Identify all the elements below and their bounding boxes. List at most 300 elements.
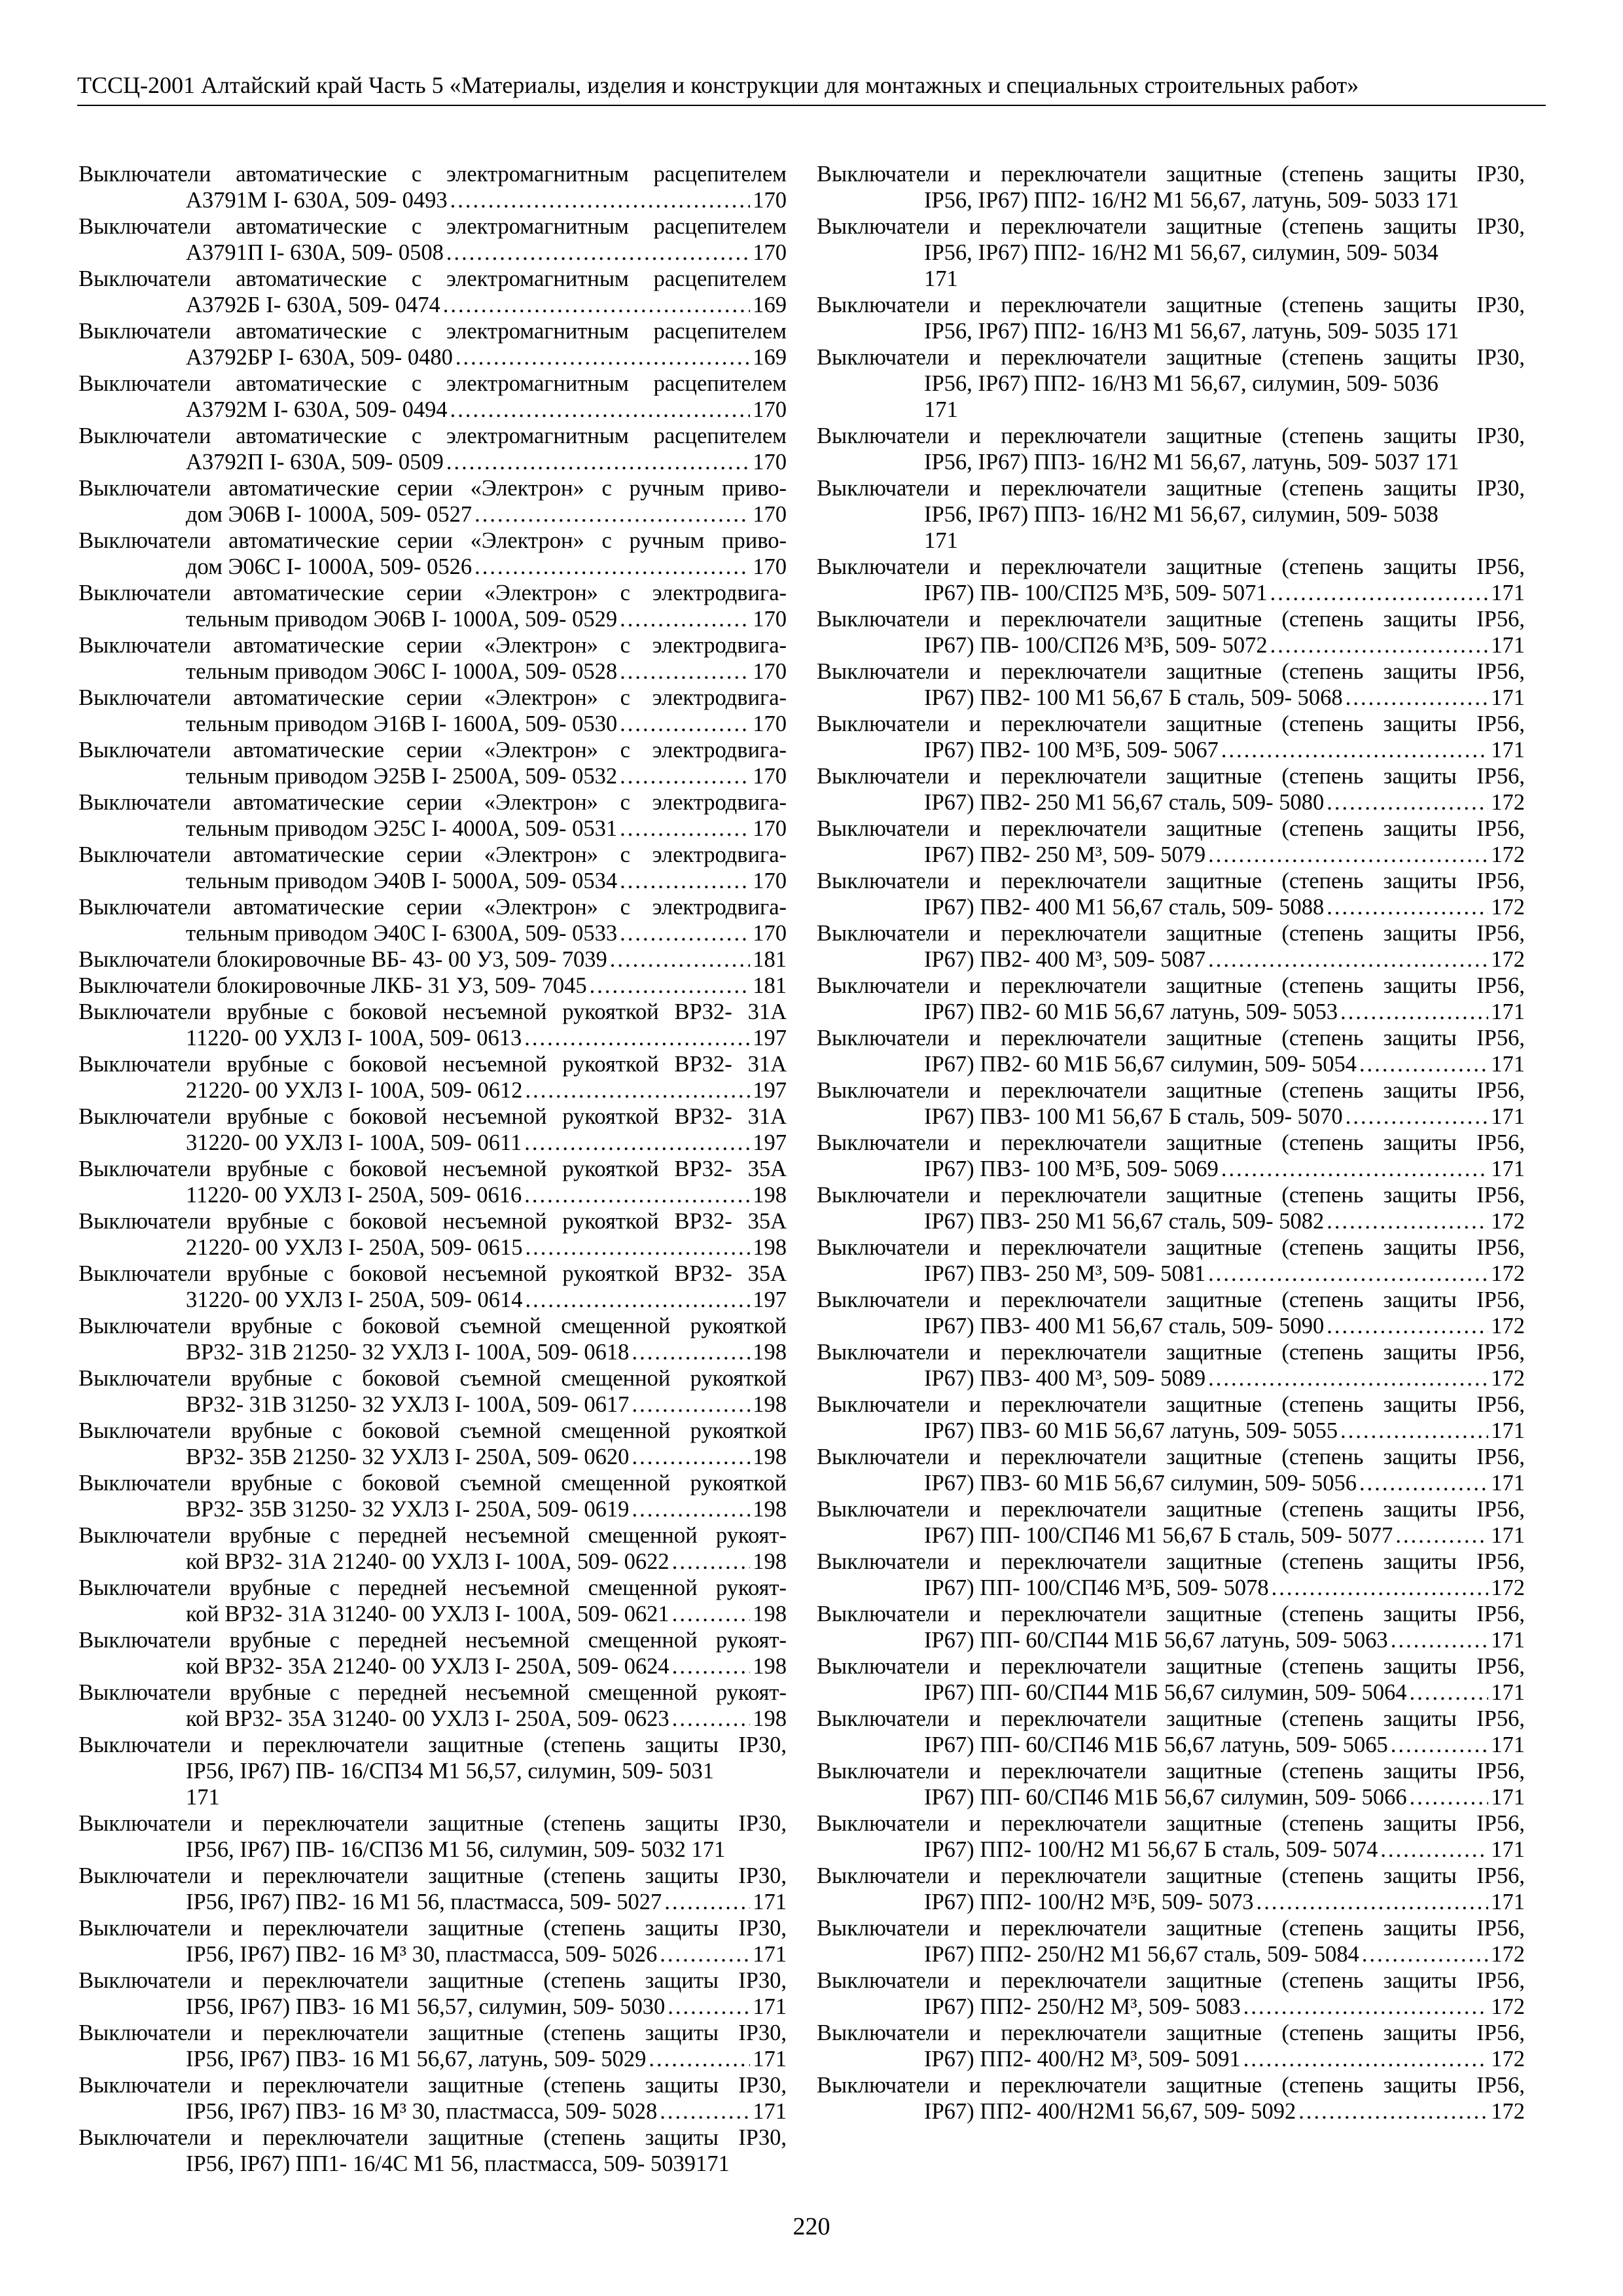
entry-text: кой ВР32- 35А 31240- 00 УХЛ3 I- 250А, 509- 0623 [186, 1706, 669, 1731]
entry-first-line: Выключатели и переключатели защитные (степень защиты IP56, [817, 1759, 1525, 1784]
index-entry [79, 2125, 787, 2177]
header-rule [77, 105, 1546, 106]
index-entry [79, 528, 787, 580]
entry-first-line: Выключатели врубные с боковой несъемной рукояткой ВР32- 31А [79, 1104, 787, 1129]
entry-page-ref: 171 [1491, 1680, 1525, 1705]
entry-first-line: Выключатели врубные с боковой несъемной рукояткой ВР32- 35А [79, 1209, 787, 1234]
entry-first-line: Выключатели и переключатели защитные (степень защиты IP30, [79, 2125, 787, 2150]
dot-leader [1221, 1156, 1488, 1182]
index-entry [817, 1758, 1525, 1810]
entry-text: кой ВР32- 31А 21240- 00 УХЛ3 I- 100А, 509- 0622 [186, 1549, 669, 1574]
entry-second-line [79, 1287, 787, 1313]
entry-page-ref: 169 [753, 345, 787, 370]
entry-text: IP56, IP67) ПП2- 16/Н2 М1 56,67, латунь, 509- 5033 171 [924, 188, 1459, 213]
index-entry [817, 1077, 1525, 1130]
entry-page-ref: 172 [1491, 790, 1525, 815]
dot-leader [1208, 842, 1488, 868]
entry-second-line [817, 318, 1525, 344]
entry-text: ВР32- 31В 21250- 32 УХЛ3 I- 100А, 509- 0618 [186, 1340, 630, 1365]
entry-page-ref: 198 [753, 1392, 787, 1417]
entry-text: IP67) ПП- 60/СП46 М1Б 56,67 латунь, 509- 5065 [924, 1732, 1388, 1757]
entry-page-ref: 171 [1491, 1104, 1525, 1129]
entry-first-line: Выключатели и переключатели защитные (степень защиты IP56, [817, 1549, 1525, 1574]
entry-second-line [817, 1889, 1525, 1915]
entry-page-ref: 170 [753, 554, 787, 579]
dot-leader [1380, 1837, 1488, 1863]
entry-page-ref: 171 [1491, 1628, 1525, 1653]
entry-second-line [79, 606, 787, 632]
dot-leader [620, 920, 750, 946]
entry-second-line [817, 1941, 1525, 1967]
entry-text: кой ВР32- 31А 31240- 00 УХЛ3 I- 100А, 509- 0621 [186, 1602, 669, 1626]
entry-first-line: Выключатели врубные с боковой несъемной рукояткой ВР32- 35А [79, 1157, 787, 1181]
index-entry [79, 1627, 787, 1679]
dot-leader [1270, 580, 1489, 606]
index-entry [79, 894, 787, 946]
entry-page-ref: 181 [753, 973, 787, 998]
entry-first-line: Выключатели и переключатели защитные (степень защиты IP30, [79, 1732, 787, 1757]
index-column-right [817, 161, 1525, 2125]
entry-first-line: Выключатели врубные с боковой съемной смещенной рукояткой [79, 1314, 787, 1338]
index-entry [79, 1261, 787, 1313]
dot-leader [1410, 1679, 1489, 1706]
index-entry [817, 344, 1525, 423]
entry-page-ref: 170 [753, 450, 787, 475]
entry-page-ref: 171 [924, 266, 958, 291]
entry-second-line [79, 763, 787, 789]
entry-first-line: Выключатели и переключатели защитные (степень защиты IP56, [817, 1235, 1525, 1260]
entry-text: 31220- 00 УХЛ3 I- 250А, 509- 0614 [186, 1287, 523, 1312]
entry-page-ref: 171 [924, 397, 958, 422]
entry-page-ref: 170 [753, 816, 787, 841]
entry-page-ref: 172 [1491, 895, 1525, 920]
index-entry [79, 842, 787, 894]
entry-first-line: Выключатели и переключатели защитные (степень защиты IP56, [817, 1340, 1525, 1365]
dot-leader [1340, 999, 1488, 1025]
dot-leader [672, 1601, 751, 1627]
index-entry [817, 213, 1525, 292]
entry-page-ref: 171 [1491, 1157, 1525, 1181]
dot-leader [450, 397, 751, 423]
entry-second-line [79, 1758, 787, 1784]
entry-second-line [817, 737, 1525, 763]
entry-first-line: Выключатели и переключатели защитные (степень защиты IP56, [817, 1130, 1525, 1155]
page-number: 220 [793, 2213, 830, 2240]
entry-first-line: Выключатели и переключатели защитные (степень защиты IP56, [817, 1654, 1525, 1679]
entry-second-line [817, 370, 1525, 397]
entry-text: IP67) ПВ2- 60 М1Б 56,67 силумин, 509- 5054 [924, 1052, 1357, 1077]
entry-second-line [79, 1549, 787, 1575]
entry-first-line: Выключатели и переключатели защитные (степень защиты IP30, [817, 345, 1525, 370]
entry-first-line: Выключатели автоматические серии «Электрон» с ручным приво- [79, 528, 787, 553]
entry-text: IP67) ПВ3- 60 М1Б 56,67 латунь, 509- 5055 [924, 1418, 1338, 1443]
entry-text: IP67) ПВ- 100/СП25 М³Б, 509- 5071 [924, 581, 1268, 605]
entry-second-line [817, 1679, 1525, 1706]
entry-second-line [79, 1496, 787, 1522]
entry-second-line [79, 187, 787, 213]
entry-page-ref: 171 [1491, 1837, 1525, 1862]
entry-first-line: Выключатели и переключатели защитные (степень защиты IP56, [817, 1287, 1525, 1312]
entry-line [79, 946, 787, 973]
entry-first-line: Выключатели и переключатели защитные (степень защиты IP56, [817, 659, 1525, 684]
entry-first-line: Выключатели и переключатели защитные (степень защиты IP56, [817, 764, 1525, 789]
dot-leader [672, 1549, 751, 1575]
dot-leader [1327, 894, 1488, 920]
dot-leader [446, 449, 750, 475]
entry-page-ref: 198 [753, 1654, 787, 1679]
entry-page-ref: 197 [753, 1078, 787, 1103]
entry-second-line [79, 920, 787, 946]
entry-first-line: Выключатели и переключатели защитные (степень защиты IP30, [817, 293, 1525, 317]
dot-leader [1298, 2098, 1488, 2125]
entry-first-line: Выключатели автоматические серии «Электрон» с электродвига- [79, 842, 787, 867]
entry-second-line [817, 1051, 1525, 1077]
entry-page-ref: 170 [753, 869, 787, 893]
dot-leader [649, 2046, 750, 2072]
dot-leader [526, 1077, 751, 1103]
index-entry [817, 1549, 1525, 1601]
entry-first-line: Выключатели автоматические серии «Электрон» с электродвига- [79, 633, 787, 658]
entry-first-line: Выключатели и переключатели защитные (степень защиты IP56, [817, 1602, 1525, 1626]
entry-page-ref: 171 [1491, 633, 1525, 658]
entry-text: ВР32- 31В 31250- 32 УХЛ3 I- 100А, 509- 0617 [186, 1392, 630, 1417]
entry-text: IP56, IP67) ПП3- 16/Н2 М1 56,67, латунь, 509- 5037 171 [924, 450, 1459, 475]
index-entry [817, 1444, 1525, 1496]
entry-text: IP67) ПВ2- 100 М³Б, 509- 5067 [924, 738, 1219, 762]
running-header: ТССЦ-2001 Алтайский край Часть 5 «Материалы, изделия и конструкции для монтажных и специальных строительных работ» [77, 72, 1359, 98]
index-entry [79, 789, 787, 842]
entry-line [79, 973, 787, 999]
entry-page-ref: 171 [1491, 581, 1525, 605]
index-entry [817, 554, 1525, 606]
entry-text: 21220- 00 УХЛ3 I- 250А, 509- 0615 [186, 1235, 523, 1260]
entry-first-line: Выключатели и переключатели защитные (степень защиты IP56, [817, 1497, 1525, 1522]
entry-page-ref: 171 [753, 1994, 787, 2019]
entry-second-line [79, 449, 787, 475]
entry-page-ref: 181 [753, 947, 787, 972]
entry-first-line: Выключатели и переключатели защитные (степень защиты IP56, [817, 1916, 1525, 1941]
index-entry [79, 475, 787, 528]
entry-page-ref: 171 [1491, 1052, 1525, 1077]
entry-page-ref: 171 [1491, 738, 1525, 762]
entry-text: IP67) ПП2- 400/Н2М1 56,67, 509- 5092 [924, 2099, 1296, 2124]
entry-page-ref: 198 [753, 1340, 787, 1365]
entry-second-line [79, 1182, 787, 1208]
entry-first-line: Выключатели автоматические серии «Электрон» с электродвига- [79, 895, 787, 920]
entry-second-line [79, 397, 787, 423]
entry-page-ref: 170 [753, 711, 787, 736]
entry-text: IP67) ПП2- 100/Н2 М1 56,67 Б сталь, 509- 5074 [924, 1837, 1378, 1862]
entry-text: IP67) ПП- 60/СП44 М1Б 56,67 силумин, 509- 5064 [924, 1680, 1407, 1705]
index-entry [79, 1967, 787, 2020]
entry-second-line [817, 1208, 1525, 1234]
dot-leader [455, 344, 750, 370]
entry-first-line: Выключатели и переключатели защитные (степень защиты IP30, [817, 423, 1525, 448]
dot-leader [620, 711, 750, 737]
entry-page-ref: 198 [753, 1235, 787, 1260]
entry-page-ref: 197 [753, 1287, 787, 1312]
entry-text: IP56, IP67) ПВ- 16/СП34 М1 56,57, силумин, 509- 5031 [186, 1759, 714, 1784]
entry-second-line [79, 1994, 787, 2020]
index-entry [79, 1863, 787, 1915]
entry-page-ref: 170 [753, 921, 787, 946]
entry-first-line: Выключатели врубные с боковой съемной смещенной рукояткой [79, 1471, 787, 1496]
entry-text: А3791М I- 630А, 509- 0493 [186, 188, 448, 213]
entry-second-line [79, 1234, 787, 1261]
entry-text: А3792П I- 630А, 509- 0509 [186, 450, 444, 475]
dot-leader [1391, 1732, 1488, 1758]
entry-page-ref: 171 [1491, 685, 1525, 710]
entry-text: Выключатели блокировочные ЛКБ- 31 У3, 509- 7045 [79, 973, 587, 998]
entry-second-line [79, 1444, 787, 1470]
index-entry [817, 292, 1525, 344]
entry-text: А3791П I- 630А, 509- 0508 [186, 240, 444, 265]
entry-text: IP56, IP67) ПВ3- 16 М1 56,57, силумин, 509- 5030 [186, 1994, 666, 2019]
entry-page-ref: 172 [1491, 1942, 1525, 1967]
index-entry [817, 1653, 1525, 1706]
index-entry [817, 1130, 1525, 1182]
entry-second-line [79, 2098, 787, 2125]
index-entry [817, 1287, 1525, 1339]
entry-page-ref: 198 [753, 1497, 787, 1522]
entry-page-ref: 172 [1491, 1314, 1525, 1338]
dot-leader [660, 2098, 750, 2125]
entry-first-line: Выключатели автоматические с электромагнитным расцепителем [79, 319, 787, 344]
dot-leader [1391, 1627, 1488, 1653]
entry-text: ВР32- 35В 31250- 32 УХЛ3 I- 250А, 509- 0619 [186, 1497, 630, 1522]
entry-text: дом Э06В I- 1000А, 509- 0527 [186, 502, 473, 527]
entry-first-line: Выключатели и переключатели защитные (степень защиты IP56, [817, 973, 1525, 998]
entry-second-line [79, 1025, 787, 1051]
dot-leader [1327, 789, 1488, 816]
entry-page-ref: 197 [753, 1026, 787, 1050]
entry-second-line [79, 868, 787, 894]
index-entry [79, 1365, 787, 1418]
index-entry [79, 213, 787, 266]
entry-second-line [817, 1156, 1525, 1182]
dot-leader [474, 554, 750, 580]
entry-first-line: Выключатели и переключатели защитные (степень защиты IP30, [79, 1916, 787, 1941]
entry-text: IP67) ПВ3- 100 М1 56,67 Б сталь, 509- 5070 [924, 1104, 1343, 1129]
entry-second-line [817, 1732, 1525, 1758]
index-entry [79, 1679, 787, 1732]
entry-first-line: Выключатели и переключатели защитные (степень защиты IP56, [817, 1444, 1525, 1469]
dot-leader [620, 868, 750, 894]
entry-text: 11220- 00 УХЛ3 I- 100А, 509- 0613 [186, 1026, 522, 1050]
entry-page-ref: 171 [753, 1890, 787, 1914]
entry-text: IP56, IP67) ПВ3- 16 М1 56,67, латунь, 509- 5029 [186, 2047, 647, 2072]
entry-first-line: Выключатели и переключатели защитные (степень защиты IP56, [817, 1811, 1525, 1836]
entry-text: дом Э06С I- 1000А, 509- 0526 [186, 554, 473, 579]
dot-leader [632, 1444, 750, 1470]
entry-second-line [817, 685, 1525, 711]
entry-text: IP67) ПВ3- 60 М1Б 56,67 силумин, 509- 5056 [924, 1471, 1357, 1496]
entry-first-line: Выключатели автоматические серии «Электрон» с ручным приво- [79, 476, 787, 501]
index-entry [817, 606, 1525, 658]
entry-second-line [79, 240, 787, 266]
entry-page-ref: 170 [753, 397, 787, 422]
index-entry [79, 1575, 787, 1627]
entry-first-line: Выключатели автоматические серии «Электрон» с электродвига- [79, 738, 787, 762]
entry-second-line [817, 789, 1525, 816]
entry-first-line: Выключатели и переключатели защитные (степень защиты IP56, [817, 1078, 1525, 1103]
entry-page-ref: 172 [1491, 1366, 1525, 1391]
dot-leader [620, 763, 750, 789]
entry-text: IP56, IP67) ПВ2- 16 М³ 30, пластмасса, 509- 5026 [186, 1942, 658, 1967]
entry-page-ref: 172 [1491, 1575, 1525, 1600]
index-entry [79, 1208, 787, 1261]
entry-first-line: Выключатели и переключатели защитные (степень защиты IP56, [817, 1706, 1525, 1731]
entry-second-line [817, 501, 1525, 528]
entry-second-line [817, 2046, 1525, 2072]
index-entry [79, 1522, 787, 1575]
entry-text: IP67) ПП- 60/СП46 М1Б 56,67 силумин, 509- 5066 [924, 1785, 1407, 1810]
entry-first-line: Выключатели автоматические серии «Электрон» с электродвига- [79, 581, 787, 605]
index-entry [79, 1103, 787, 1156]
entry-text: IP67) ПВ3- 400 М1 56,67 сталь, 509- 5090 [924, 1314, 1325, 1338]
entry-page-ref: 170 [753, 188, 787, 213]
entry-second-line [817, 842, 1525, 868]
entry-text: тельным приводом Э25С I- 4000А, 509- 0531 [186, 816, 618, 841]
entry-text: тельным приводом Э40С I- 6300А, 509- 0533 [186, 921, 618, 946]
index-entry [817, 1967, 1525, 2020]
index-entry [79, 266, 787, 318]
index-entry [79, 161, 787, 213]
entry-text: IP56, IP67) ПП2- 16/Н3 М1 56,67, латунь, 509- 5035 171 [924, 319, 1459, 344]
entry-third-line [817, 528, 1525, 554]
index-entry [79, 1051, 787, 1103]
entry-page-ref: 171 [1491, 1418, 1525, 1443]
dot-leader [1208, 1365, 1488, 1391]
entry-page-ref: 170 [753, 607, 787, 632]
index-entry [817, 2072, 1525, 2125]
entry-first-line: Выключатели автоматические с электромагнитным расцепителем [79, 266, 787, 291]
entry-page-ref: 170 [753, 240, 787, 265]
entry-first-line: Выключатели врубные с передней несъемной смещенной рукоят- [79, 1680, 787, 1705]
dot-leader [1221, 737, 1488, 763]
entry-first-line: Выключатели врубные с передней несъемной смещенной рукоят- [79, 1628, 787, 1653]
entry-first-line: Выключатели автоматические серии «Электрон» с электродвига- [79, 790, 787, 815]
entry-first-line: Выключатели и переключатели защитные (степень защиты IP56, [817, 607, 1525, 632]
entry-text: А3792Б I- 630А, 509- 0474 [186, 293, 440, 317]
dot-leader [632, 1339, 750, 1365]
entry-text: IP56, IP67) ПП2- 16/Н3 М1 56,67, силумин, 509- 5036 [924, 371, 1438, 396]
entry-first-line: Выключатели врубные с боковой съемной смещенной рукояткой [79, 1418, 787, 1443]
entry-page-ref: 171 [1491, 1785, 1525, 1810]
entry-first-line: Выключатели и переключатели защитные (степень защиты IP30, [817, 214, 1525, 239]
entry-page-ref: 171 [1491, 1890, 1525, 1914]
dot-leader [446, 240, 750, 266]
dot-leader [1327, 1313, 1488, 1339]
index-entry [79, 999, 787, 1051]
dot-leader [1395, 1522, 1488, 1549]
entry-first-line: Выключатели автоматические с электромагнитным расцепителем [79, 371, 787, 396]
index-entry [817, 658, 1525, 711]
index-entry [79, 685, 787, 737]
dot-leader [620, 816, 750, 842]
entry-second-line [817, 2098, 1525, 2125]
entry-first-line: Выключатели и переключатели защитные (степень защиты IP30, [79, 1968, 787, 1993]
dot-leader [524, 1025, 750, 1051]
entry-first-line: Выключатели врубные с боковой несъемной рукояткой ВР32- 31А [79, 1052, 787, 1077]
entry-second-line [817, 580, 1525, 606]
entry-text: IP56, IP67) ПП3- 16/Н2 М1 56,67, силумин, 509- 5038 [924, 502, 1438, 527]
entry-second-line [79, 2046, 787, 2072]
entry-page-ref: 198 [753, 1183, 787, 1208]
index-entry [817, 973, 1525, 1025]
entry-first-line: Выключатели и переключатели защитные (степень защиты IP56, [817, 869, 1525, 893]
entry-page-ref: 170 [753, 659, 787, 684]
entry-page-ref: 171 [924, 528, 958, 553]
entry-first-line: Выключатели и переключатели защитные (степень защиты IP56, [817, 1968, 1525, 1993]
entry-text: IP67) ПП- 100/СП46 М1 56,67 Б сталь, 509- 5077 [924, 1523, 1393, 1548]
entry-text: IP56, IP67) ПП1- 16/4С М1 56, пластмасса, 509- 5039171 [186, 2151, 730, 2176]
entry-first-line: Выключатели и переключатели защитные (степень защиты IP56, [817, 2073, 1525, 2098]
entry-text: IP67) ПВ2- 100 М1 56,67 Б сталь, 509- 5068 [924, 685, 1343, 710]
dot-leader [443, 292, 751, 318]
index-entry [817, 711, 1525, 763]
entry-second-line [79, 1706, 787, 1732]
entry-first-line: Выключатели врубные с боковой съемной смещенной рукояткой [79, 1366, 787, 1391]
entry-page-ref: 171 [1491, 1523, 1525, 1548]
entry-page-ref: 171 [753, 2047, 787, 2072]
entry-first-line: Выключатели врубные с боковой несъемной рукояткой ВР32- 35А [79, 1261, 787, 1286]
index-entry [79, 2020, 787, 2072]
dot-leader [660, 1941, 750, 1967]
entry-text: 11220- 00 УХЛ3 I- 250А, 509- 0616 [186, 1183, 522, 1208]
dot-leader [474, 501, 750, 528]
entry-page-ref: 171 [753, 2099, 787, 2124]
index-entry [817, 1601, 1525, 1653]
entry-second-line [79, 1941, 787, 1967]
entry-first-line: Выключатели и переключатели защитные (степень защиты IP30, [79, 2020, 787, 2045]
entry-second-line [817, 999, 1525, 1025]
entry-first-line: Выключатели врубные с передней несъемной смещенной рукоят- [79, 1523, 787, 1548]
index-entry [817, 1391, 1525, 1444]
dot-leader [1359, 1051, 1488, 1077]
entry-text: IP67) ПВ3- 400 М³, 509- 5089 [924, 1366, 1206, 1391]
dot-leader [1327, 1208, 1488, 1234]
dot-leader [526, 1287, 751, 1313]
entry-first-line: Выключатели и переключатели защитные (степень защиты IP56, [817, 1863, 1525, 1888]
entry-text: 31220- 00 УХЛ3 I- 100А, 509- 0611 [186, 1130, 522, 1155]
index-entry [817, 1182, 1525, 1234]
index-entry [79, 946, 787, 973]
entry-page-ref: 171 [186, 1785, 220, 1810]
entry-second-line [817, 1784, 1525, 1810]
dot-leader [1410, 1784, 1489, 1810]
index-column-left [79, 161, 787, 2177]
entry-page-ref: 198 [753, 1549, 787, 1574]
entry-third-line [79, 1784, 787, 1810]
dot-leader [450, 187, 751, 213]
entry-second-line [79, 1889, 787, 1915]
index-entry [79, 1156, 787, 1208]
entry-text: IP67) ПВ3- 250 М1 56,67 сталь, 509- 5082 [924, 1209, 1325, 1234]
entry-text: IP67) ПВ3- 250 М³, 509- 5081 [924, 1261, 1206, 1286]
entry-text: ВР32- 35В 21250- 32 УХЛ3 I- 250А, 509- 0620 [186, 1444, 630, 1469]
dot-leader [1208, 946, 1488, 973]
index-entry [79, 1313, 787, 1365]
entry-text: А3792М I- 630А, 509- 0494 [186, 397, 448, 422]
index-entry [817, 920, 1525, 973]
dot-leader [1359, 1470, 1488, 1496]
index-entry [817, 1810, 1525, 1863]
entry-second-line [79, 1653, 787, 1679]
dot-leader [1270, 632, 1489, 658]
entry-second-line [79, 2151, 787, 2177]
entry-second-line [79, 658, 787, 685]
